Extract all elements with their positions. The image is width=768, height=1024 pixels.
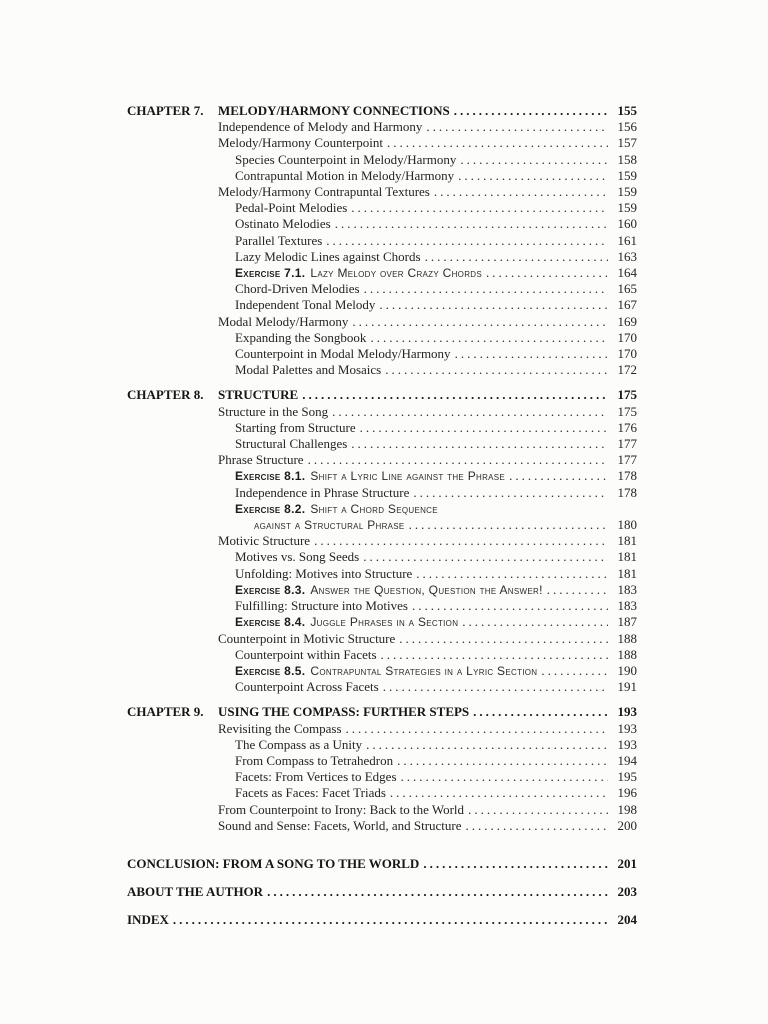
page-number: 181 [617, 565, 637, 581]
dot-leader [366, 737, 608, 753]
exercise-label: Exercise 8.2. [235, 501, 306, 516]
page-number: 170 [617, 329, 637, 345]
page-number: 155 [617, 103, 637, 118]
entry-title: Lazy Melodic Lines against Chords [235, 248, 421, 264]
page-number: 194 [617, 752, 637, 768]
entry-title: Species Counterpoint in Melody/Harmony [235, 151, 457, 167]
entry-title [235, 614, 458, 630]
page-number: 181 [617, 549, 637, 565]
entry-title [235, 501, 438, 517]
dot-leader [326, 233, 608, 249]
dot-leader [370, 330, 608, 346]
dot-leader [425, 249, 608, 265]
toc-entry-row [218, 346, 637, 362]
dot-leader [390, 785, 608, 801]
toc-entry-row [218, 200, 637, 216]
toc-entry-row [218, 436, 637, 452]
dot-leader [426, 119, 608, 135]
chapter-title: STRUCTURE [218, 387, 299, 403]
toc-entry-row [218, 679, 637, 695]
page-number: 191 [617, 679, 637, 695]
page-number: 161 [617, 232, 637, 248]
chapter-heading-row [127, 103, 637, 119]
page-number: 163 [617, 248, 637, 264]
entry-title: Melody/Harmony Counterpoint [218, 135, 384, 151]
page-number: 159 [617, 184, 637, 200]
toc-entry-row [218, 420, 637, 436]
entry-title: From Counterpoint to Irony: Back to the World [218, 801, 465, 817]
page-number: 160 [617, 216, 637, 232]
entry-title: Structure in the Song [218, 403, 329, 419]
page-number: 176 [617, 419, 637, 435]
dot-leader [486, 265, 608, 281]
entry-title: Modal Palettes and Mosaics [235, 362, 382, 378]
entry-title: Counterpoint in Modal Melody/Harmony [235, 346, 451, 362]
dot-leader [379, 297, 608, 313]
page-number: 175 [617, 403, 637, 419]
toc-entry-row [218, 152, 637, 168]
exercise-title: Contrapuntal Strategies in a Lyric Section [310, 663, 538, 678]
entry-title: Counterpoint in Motivic Structure [218, 630, 396, 646]
entry-title: Sound and Sense: Facets, World, and Structure [218, 817, 462, 833]
toc-entry-row [218, 404, 637, 420]
chapter-label: CHAPTER 7. [127, 103, 204, 118]
page-number: 181 [617, 533, 637, 549]
page-number: 193 [617, 704, 637, 720]
page-number: 167 [617, 297, 637, 313]
dot-leader [364, 281, 608, 297]
page-number: 172 [617, 362, 637, 378]
dot-leader [352, 314, 608, 330]
page-number: 193 [617, 720, 637, 736]
entry-title [235, 582, 543, 598]
dot-leader [401, 769, 608, 785]
page-number: 198 [617, 801, 637, 817]
backmatter-row [127, 884, 637, 900]
backmatter-row [127, 856, 637, 872]
chapter-label: CHAPTER 9. [127, 704, 204, 720]
toc-entry-row [218, 517, 637, 533]
entry-title: Independence in Phrase Structure [235, 484, 410, 500]
entry-title: Facets: From Vertices to Edges [235, 769, 397, 785]
toc-entry-row [218, 281, 637, 297]
dot-leader [409, 517, 608, 533]
exercise-title: Shift a Chord Sequence [310, 501, 438, 516]
dot-leader [423, 856, 608, 872]
exercise-title: Answer the Question, Question the Answer! [310, 582, 543, 597]
toc-entry-row [218, 533, 637, 549]
toc-entry-row [218, 330, 637, 346]
dot-leader [302, 387, 608, 403]
page-number: 157 [617, 135, 637, 151]
toc-entry-row [218, 135, 637, 151]
dot-leader [416, 566, 608, 582]
dot-leader [473, 704, 608, 720]
toc-entry-row [218, 249, 637, 265]
entry-title: Fulfilling: Structure into Motives [235, 598, 408, 614]
toc-entry-row [218, 737, 637, 753]
entry-title [235, 663, 537, 679]
chapter-entries [127, 404, 637, 696]
page-number: 175 [617, 387, 637, 403]
toc-entry-row [218, 362, 637, 378]
page-number: 196 [617, 785, 637, 801]
entry-title: Phrase Structure [218, 452, 304, 468]
page-number: 178 [617, 484, 637, 500]
page-number: 183 [617, 598, 637, 614]
toc-entry-row [218, 647, 637, 663]
page-number: 170 [617, 346, 637, 362]
chapter-label: CHAPTER 8. [127, 387, 204, 403]
dot-leader [360, 420, 608, 436]
toc-entry-row [218, 119, 637, 135]
entry-title [235, 468, 505, 484]
backmatter-title: CONCLUSION: FROM A SONG TO THE WORLD [127, 855, 420, 871]
dot-leader [385, 362, 608, 378]
page-number: 187 [617, 614, 637, 630]
page-number: 159 [617, 200, 637, 216]
chapter-entries [127, 721, 637, 834]
page-number: 177 [617, 436, 637, 452]
page-number: 158 [617, 151, 637, 167]
chapter-heading-row [127, 387, 637, 403]
entry-title: Parallel Textures [235, 232, 323, 248]
entry-title: Expanding the Songbook [235, 329, 367, 345]
page-number: 159 [617, 167, 637, 183]
toc-entry-row [218, 663, 637, 679]
dot-leader [387, 135, 608, 151]
entry-title: The Compass as a Unity [235, 736, 363, 752]
dot-leader [308, 452, 608, 468]
chapter-title: MELODY/HARMONY CONNECTIONS [218, 103, 450, 118]
dot-leader [173, 912, 608, 928]
page-number: 178 [617, 468, 637, 484]
dot-leader [363, 549, 608, 565]
dot-leader [460, 152, 608, 168]
exercise-title: Juggle Phrases in a Section [310, 615, 459, 630]
dot-leader [434, 184, 608, 200]
toc-entry-row [218, 582, 637, 598]
toc-entry-row [218, 818, 637, 834]
dot-leader [412, 598, 608, 614]
chapter-entries [127, 119, 637, 378]
entry-title: Modal Melody/Harmony [218, 313, 349, 329]
exercise-label: Exercise 8.5. [235, 663, 306, 678]
toc-entry-row [218, 721, 637, 737]
toc-entry-row [218, 631, 637, 647]
entry-title: Counterpoint Across Facets [235, 679, 379, 695]
entry-title: Contrapuntal Motion in Melody/Harmony [235, 167, 455, 183]
toc-entry-row [218, 184, 637, 200]
entry-title: Motivic Structure [218, 533, 311, 549]
entry-title: Ostinato Melodies [235, 216, 331, 232]
dot-leader [509, 468, 608, 484]
dot-leader [397, 753, 608, 769]
entry-title: From Compass to Tetrahedron [235, 752, 394, 768]
entry-title: Pedal-Point Melodies [235, 200, 348, 216]
exercise-title: Lazy Melody over Crazy Chords [310, 266, 482, 281]
dot-leader [413, 485, 608, 501]
page-number: 190 [617, 662, 637, 678]
dot-leader [351, 436, 608, 452]
chapter-block [127, 387, 637, 695]
toc-entry-row [218, 598, 637, 614]
page-number: 165 [617, 281, 637, 297]
entry-title: against a Structural Phrase [254, 518, 405, 533]
page-number: 177 [617, 452, 637, 468]
page-number: 180 [617, 517, 637, 533]
chapter-block [127, 704, 637, 834]
entry-title: Starting from Structure [235, 419, 356, 435]
dot-leader [454, 103, 608, 119]
dot-leader [346, 721, 609, 737]
chapter-title: USING THE COMPASS: FURTHER STEPS [218, 704, 470, 720]
exercise-label: Exercise 8.4. [235, 615, 306, 630]
entry-title [235, 265, 482, 281]
page-number: 204 [617, 912, 637, 928]
dot-leader [466, 818, 608, 834]
page-number: 201 [617, 855, 637, 871]
exercise-label: Exercise 8.1. [235, 469, 306, 484]
toc-entry-row [218, 753, 637, 769]
dot-leader [351, 200, 608, 216]
page-number: 164 [617, 265, 637, 281]
chapter-heading-row [127, 704, 637, 720]
toc-entry-row [218, 168, 637, 184]
toc-entry-row [218, 233, 637, 249]
page-number: 156 [617, 119, 637, 135]
toc-entry-row [218, 452, 637, 468]
dot-leader [541, 663, 608, 679]
dot-leader [383, 679, 608, 695]
page-number: 195 [617, 769, 637, 785]
toc [127, 103, 637, 929]
dot-leader [468, 802, 608, 818]
entry-title: Independence of Melody and Harmony [218, 119, 423, 135]
entry-title: Melody/Harmony Contrapuntal Textures [218, 184, 430, 200]
toc-entry-row [218, 802, 637, 818]
backmatter-title: INDEX [127, 912, 169, 928]
entry-title: Structural Challenges [235, 436, 348, 452]
page-number: 183 [617, 581, 637, 597]
dot-leader [399, 631, 608, 647]
backmatter-title: ABOUT THE AUTHOR [127, 884, 264, 900]
toc-entry-row [218, 769, 637, 785]
toc-entry-row [218, 216, 637, 232]
page-number: 169 [617, 313, 637, 329]
exercise-label: Exercise 8.3. [235, 582, 306, 597]
dot-leader [335, 216, 608, 232]
entry-title: Counterpoint within Facets [235, 646, 377, 662]
page-number: 203 [617, 884, 637, 900]
page-number: 200 [617, 817, 637, 833]
exercise-title: Shift a Lyric Line against the Phrase [310, 469, 506, 484]
entry-title: Motives vs. Song Seeds [235, 549, 360, 565]
dot-leader [547, 582, 608, 598]
entry-title: Revisiting the Compass [218, 720, 342, 736]
toc-entry-row [218, 501, 637, 517]
page-number: 193 [617, 736, 637, 752]
dot-leader [455, 346, 608, 362]
chapter-block [127, 103, 637, 378]
page-number: 188 [617, 646, 637, 662]
page-number: 188 [617, 630, 637, 646]
toc-entry-row [218, 785, 637, 801]
dot-leader [267, 884, 608, 900]
entry-title: Facets as Faces: Facet Triads [235, 785, 386, 801]
entry-title: Unfolding: Motives into Structure [235, 565, 413, 581]
exercise-label: Exercise 7.1. [235, 266, 306, 281]
backmatter-row [127, 912, 637, 928]
toc-entry-row [218, 549, 637, 565]
dot-leader [462, 614, 608, 630]
toc-entry-row [218, 468, 637, 484]
entry-title: Chord-Driven Melodies [235, 281, 360, 297]
entry-title: Independent Tonal Melody [235, 297, 376, 313]
dot-leader [458, 168, 608, 184]
dot-leader [332, 404, 608, 420]
dot-leader [314, 533, 608, 549]
toc-entry-row [218, 566, 637, 582]
toc-entry-row [218, 614, 637, 630]
toc-entry-row [218, 314, 637, 330]
toc-entry-row [218, 297, 637, 313]
toc-entry-row [218, 265, 637, 281]
dot-leader [381, 647, 608, 663]
toc-entry-row [218, 485, 637, 501]
backmatter [127, 856, 637, 929]
